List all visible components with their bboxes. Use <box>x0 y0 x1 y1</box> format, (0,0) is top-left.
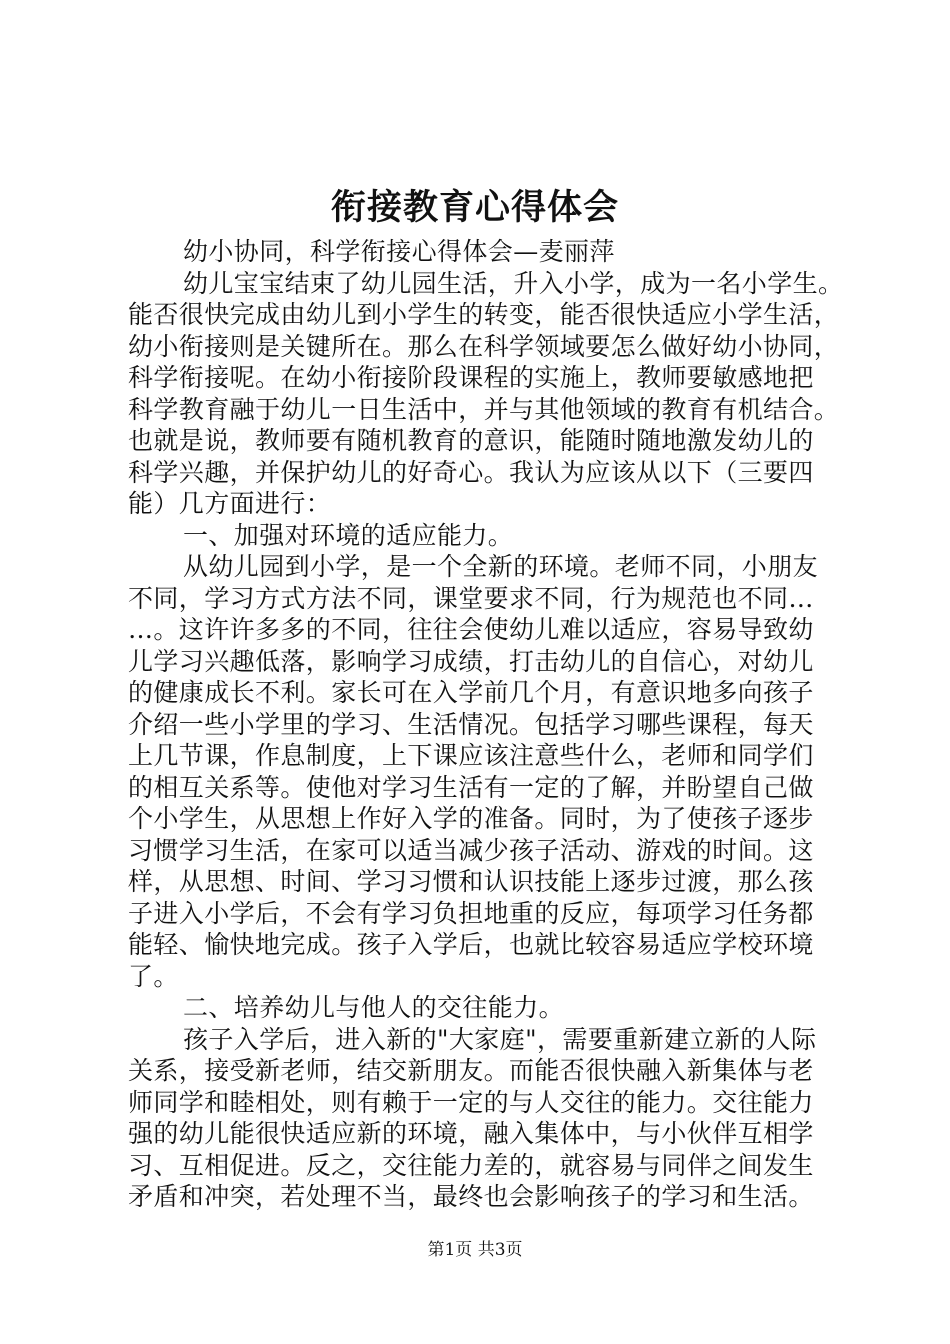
paragraph-line: 矛盾和冲突，若处理不当，最终也会影响孩子的学习和生活。 <box>128 1182 814 1211</box>
paragraph-line: 习、互相促进。反之，交往能力差的，就容易与同伴之间发生 <box>128 1150 814 1180</box>
document-title: 衔接教育心得体会 <box>330 187 619 228</box>
paragraph-line: 科学衔接呢。在幼小衔接阶段课程的实施上，教师要敏感地把 <box>128 363 814 392</box>
paragraph-first-line: 二、培养幼儿与他人的交往能力。 <box>183 993 565 1022</box>
paragraph-first-line: 幼儿宝宝结束了幼儿园生活，升入小学，成为一名小学生。 <box>183 268 844 298</box>
paragraph-line: 儿学习兴趣低落，影响学习成绩，打击幼儿的自信心，对幼儿 <box>128 646 814 676</box>
paragraph-line: 能轻、愉快地完成。孩子入学后，也就比较容易适应学校环境 <box>128 930 814 959</box>
paragraph-line: 个小学生，从思想上作好入学的准备。同时，为了使孩子逐步 <box>128 804 814 833</box>
paragraph-line: 科学教育融于幼儿一日生活中，并与其他领域的教育有机结合。 <box>128 394 840 424</box>
paragraph-first-line: 从幼儿园到小学，是一个全新的环境。老师不同，小朋友 <box>183 552 819 581</box>
paragraph-line: 科学兴趣，并保护幼儿的好奇心。我认为应该从以下（三要四 <box>128 457 814 487</box>
paragraph-line: 上几节课，作息制度，上下课应该注意些什么，老师和同学们 <box>128 741 814 770</box>
paragraph-line: 不同，学习方式方法不同，课堂要求不同，行为规范也不同… <box>128 583 814 613</box>
paragraph-line: 的健康成长不利。家长可在入学前几个月，有意识地多向孩子 <box>128 678 814 707</box>
paragraph-line: 能）几方面进行： <box>128 489 332 518</box>
paragraph-line: 样，从思想、时间、学习习惯和认识技能上逐步过渡，那么孩 <box>128 867 814 896</box>
paragraph-line: 强的幼儿能很快适应新的环境，融入集体中，与小伙伴互相学 <box>128 1119 814 1148</box>
paragraph-first-line: 一、加强对环境的适应能力。 <box>183 520 514 550</box>
paragraph-line: …。这许许多多的不同，往往会使幼儿难以适应，容易导致幼 <box>128 615 814 644</box>
paragraph-line: 了。 <box>128 961 179 991</box>
page-footer: 第1页 共3页 <box>427 1240 523 1260</box>
paragraph-line: 介绍一些小学里的学习、生活情况。包括学习哪些课程，每天 <box>128 709 814 739</box>
paragraph-line: 子进入小学后，不会有学习负担地重的反应，每项学习任务都 <box>128 898 814 928</box>
paragraph-first-line: 孩子入学后，进入新的"大家庭"，需要重新建立新的人际 <box>183 1024 817 1054</box>
paragraph-first-line: 幼小协同，科学衔接心得体会—麦丽萍 <box>183 237 615 266</box>
paragraph-line: 的相互关系等。使他对学习生活有一定的了解，并盼望自己做 <box>128 772 814 802</box>
paragraph-line: 幼小衔接则是关键所在。那么在科学领域要怎么做好幼小协同， <box>128 331 840 361</box>
paragraph-line: 也就是说，教师要有随机教育的意识，能随时随地激发幼儿的 <box>128 426 814 455</box>
paragraph-line: 能否很快完成由幼儿到小学生的转变，能否很快适应小学生活， <box>128 300 840 329</box>
paragraph-line: 习惯学习生活，在家可以适当减少孩子活动、游戏的时间。这 <box>128 835 814 865</box>
paragraph-line: 关系，接受新老师，结交新朋友。而能否很快融入新集体与老 <box>128 1056 814 1085</box>
document-body <box>128 236 863 1213</box>
paragraph-line: 师同学和睦相处，则有赖于一定的与人交往的能力。交往能力 <box>128 1087 814 1117</box>
